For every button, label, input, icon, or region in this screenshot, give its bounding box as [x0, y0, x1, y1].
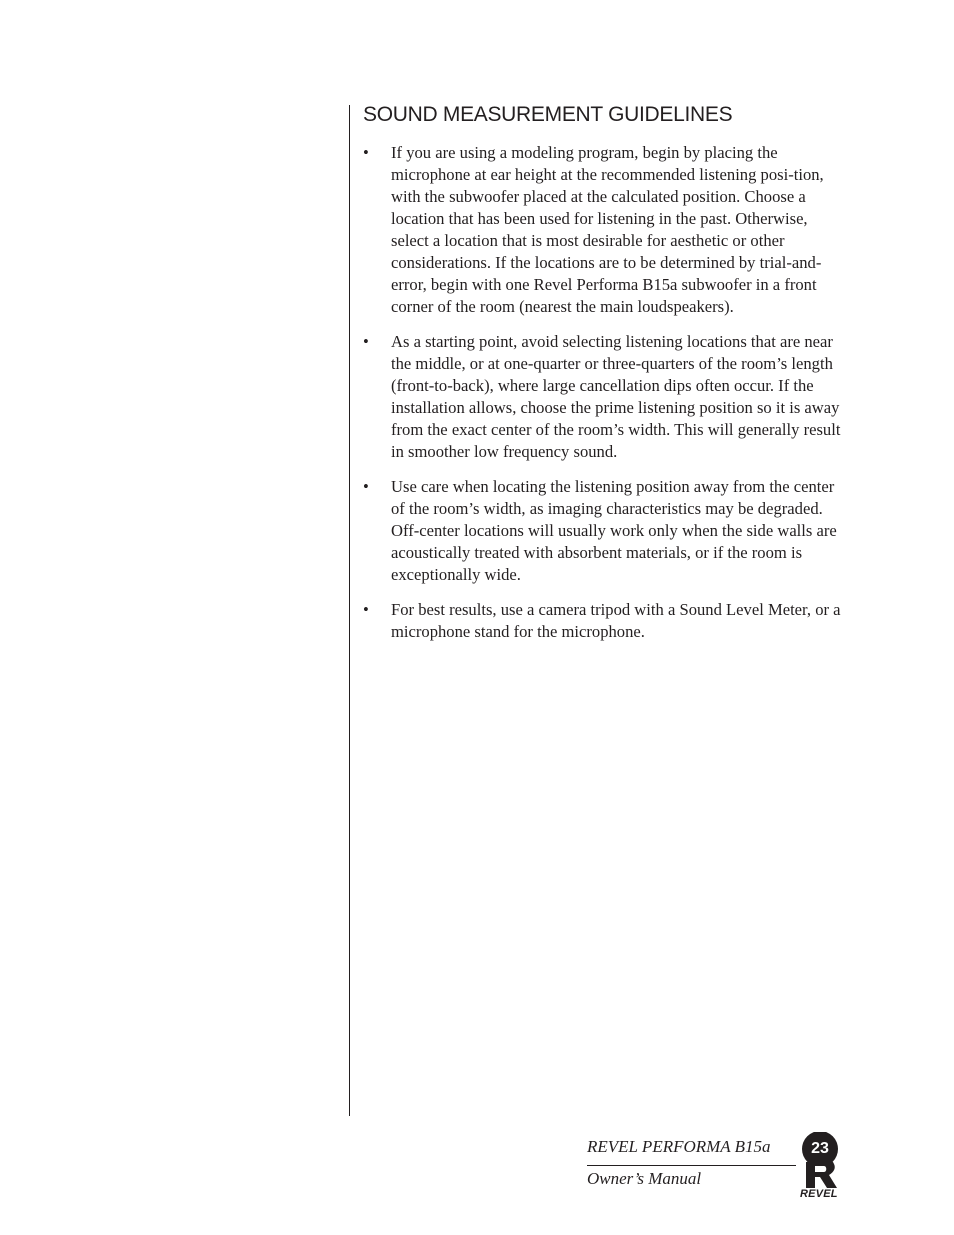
list-item	[363, 476, 843, 586]
revel-r-logo-icon	[800, 1132, 840, 1204]
list-item	[363, 331, 843, 463]
footer-product-title: REVEL PERFORMA B15a	[587, 1137, 771, 1156]
column-divider	[349, 105, 350, 1116]
list-item-text: Use care when locating the listening position away from the center of the room’s width, as imaging characteristics may be degraded. Off-center locations will usually work only when the side walls are acoustically treated with absorbent materials, or if the room is exceptionally wide.	[391, 477, 837, 584]
footer-divider	[587, 1165, 796, 1166]
list-item-text: If you are using a modeling program, begin by placing the microphone at ear height at the recommended listening posi-tion, with the subwoofer placed at the calculated position. Choose a location that has been used for listening in the past. Otherwise, select a location that is most desirable for aesthetic or other considerations. If the locations are to be determined by trial-and-error, begin with one Revel Performa B15a subwoofer in a front corner of the room (nearest the main loudspeakers).	[391, 143, 824, 316]
brand-logo-text: REVEL	[800, 1188, 838, 1200]
footer-manual-label: Owner’s Manual	[587, 1169, 702, 1188]
page-footer	[587, 1132, 847, 1207]
bullet-icon: •	[363, 332, 369, 351]
main-content	[363, 100, 843, 656]
list-item	[363, 142, 843, 318]
bullet-icon: •	[363, 477, 369, 496]
section-heading: SOUND MEASUREMENT GUIDELINES	[363, 103, 733, 126]
bullet-icon: •	[363, 143, 369, 162]
list-item-text: For best results, use a camera tripod with a Sound Level Meter, or a microphone stand for the microphone.	[391, 600, 841, 641]
bullet-icon: •	[363, 600, 369, 619]
list-item-text: As a starting point, avoid selecting listening locations that are near the middle, or at one-quarter or three-quarters of the room’s length (front-to-back), where large cancellation dips often occur. If the installation allows, choose the prime listening position so it is away from the exact center of the room’s width. This will generally result in smoother low frequency sound.	[391, 332, 841, 461]
list-item	[363, 599, 843, 643]
guidelines-list	[363, 142, 843, 643]
page-number: 23	[811, 1140, 829, 1157]
